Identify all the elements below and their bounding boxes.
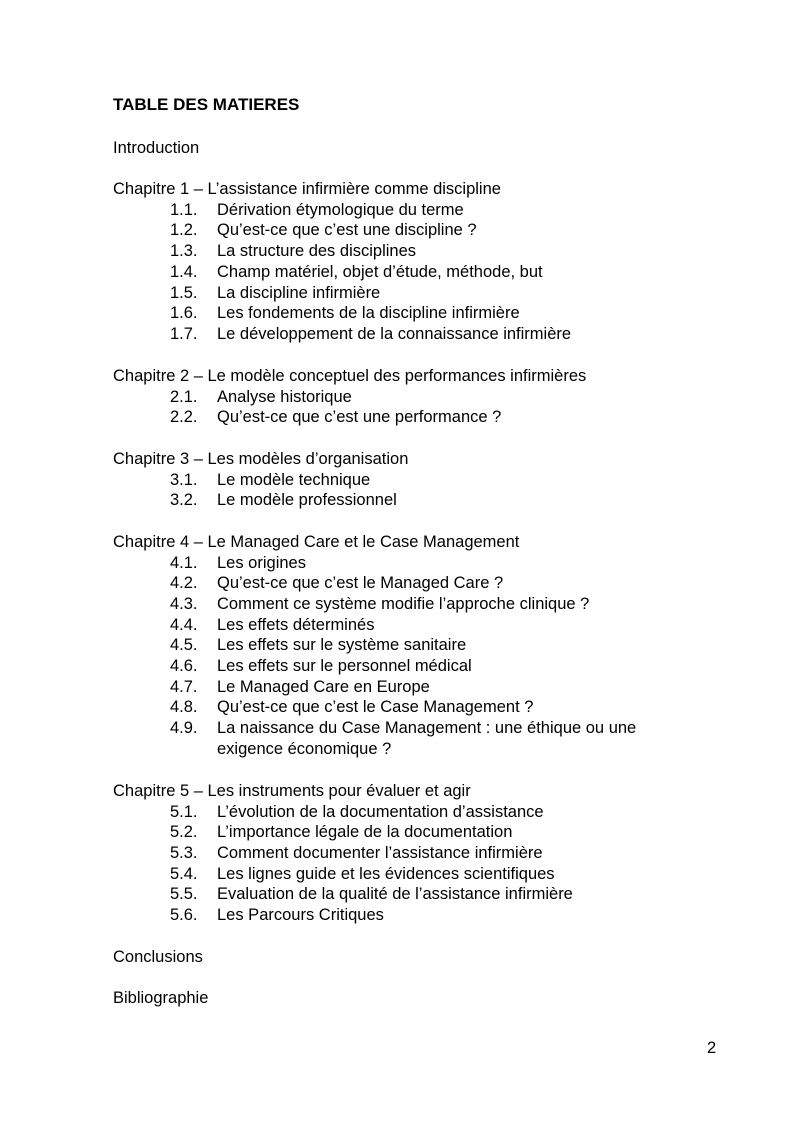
item-number: 4.4. (170, 616, 198, 634)
item-number: 4.8. (170, 698, 198, 716)
item-text: Qu’est-ce que c’est une performance ? (217, 408, 502, 426)
item-text: Qu’est-ce que c’est le Managed Care ? (217, 574, 504, 592)
toc-introduction: Introduction (113, 139, 200, 157)
item-number: 5.3. (170, 844, 198, 862)
item-number: 4.3. (170, 595, 198, 613)
item-number: 5.5. (170, 885, 198, 903)
toc-conclusions: Conclusions (113, 948, 203, 966)
item-text: Champ matériel, objet d’étude, méthode, but (217, 263, 543, 281)
item-text: Les effets sur le système sanitaire (217, 636, 467, 654)
item-number: 4.7. (170, 678, 198, 696)
chapter-title: Les instruments pour évaluer et agir (207, 782, 471, 800)
item-number: 1.5. (170, 284, 198, 302)
item-number: 2.2. (170, 408, 198, 426)
chapter-heading: Chapitre 1 – L’assistance infirmière comme discipline (113, 180, 501, 198)
item-number: 4.2. (170, 574, 198, 592)
item-number: 1.1. (170, 201, 198, 219)
item-text: Qu’est-ce que c’est une discipline ? (217, 221, 477, 239)
chapter-heading: Chapitre 5 – Les instruments pour évaluer et agir (113, 782, 471, 800)
item-text: Qu’est-ce que c’est le Case Management ? (217, 698, 534, 716)
item-number: 3.1. (170, 471, 198, 489)
item-text: La naissance du Case Management : une éthique ou une (217, 719, 637, 737)
item-text: Comment documenter l’assistance infirmière (217, 844, 543, 862)
item-text: Les lignes guide et les évidences scientifiques (217, 865, 555, 883)
item-text: La structure des disciplines (217, 242, 417, 260)
item-text: exigence économique ? (217, 740, 392, 758)
item-number: 4.9. (170, 719, 198, 737)
item-number: 3.2. (170, 491, 198, 509)
item-number: 2.1. (170, 388, 198, 406)
chapter-label: Chapitre 5 (113, 782, 190, 800)
toc-bibliography: Bibliographie (113, 989, 209, 1007)
page-title: TABLE DES MATIERES (113, 95, 300, 114)
item-number: 1.7. (170, 325, 198, 343)
item-text: Les effets déterminés (217, 616, 375, 634)
chapter-title: Le modèle conceptuel des performances infirmières (207, 367, 587, 385)
item-number: 5.6. (170, 906, 198, 924)
item-text: L’évolution de la documentation d’assistance (217, 803, 544, 821)
item-text: Comment ce système modifie l’approche clinique ? (217, 595, 590, 613)
chapter-title: L’assistance infirmière comme discipline (207, 180, 501, 198)
item-text: Les fondements de la discipline infirmière (217, 304, 520, 322)
item-number: 4.5. (170, 636, 198, 654)
chapter-title: Le Managed Care et le Case Management (207, 533, 520, 551)
chapter-heading: Chapitre 3 – Les modèles d’organisation (113, 450, 409, 468)
chapter-heading: Chapitre 2 – Le modèle conceptuel des performances infirmières (113, 367, 587, 385)
chapter-heading: Chapitre 4 – Le Managed Care et le Case Management (113, 533, 520, 551)
item-number: 5.1. (170, 803, 198, 821)
item-number: 5.2. (170, 823, 198, 841)
item-text: Les Parcours Critiques (217, 906, 384, 924)
item-text: Le modèle professionnel (217, 491, 397, 509)
item-text: Le développement de la connaissance infirmière (217, 325, 572, 343)
item-number: 5.4. (170, 865, 198, 883)
chapter-label: Chapitre 1 (113, 180, 190, 198)
chapter-label: Chapitre 3 (113, 450, 190, 468)
item-number: 1.3. (170, 242, 198, 260)
chapter-label: Chapitre 2 (113, 367, 190, 385)
item-text: Le Managed Care en Europe (217, 678, 430, 696)
item-text: Dérivation étymologique du terme (217, 201, 464, 219)
item-text: Les effets sur le personnel médical (217, 657, 472, 675)
chapter-label: Chapitre 4 (113, 533, 190, 551)
item-text: Analyse historique (217, 388, 352, 406)
item-number: 4.6. (170, 657, 198, 675)
item-text: L’importance légale de la documentation (217, 823, 513, 841)
page-number: 2 (707, 1039, 717, 1057)
item-number: 4.1. (170, 554, 198, 572)
item-number: 1.2. (170, 221, 198, 239)
item-text: Evaluation de la qualité de l’assistance infirmière (217, 885, 573, 903)
chapter-title: Les modèles d’organisation (207, 450, 409, 468)
item-number: 1.6. (170, 304, 198, 322)
item-text: La discipline infirmière (217, 284, 381, 302)
item-text: Le modèle technique (217, 471, 371, 489)
item-text: Les origines (217, 554, 306, 572)
item-number: 1.4. (170, 263, 198, 281)
